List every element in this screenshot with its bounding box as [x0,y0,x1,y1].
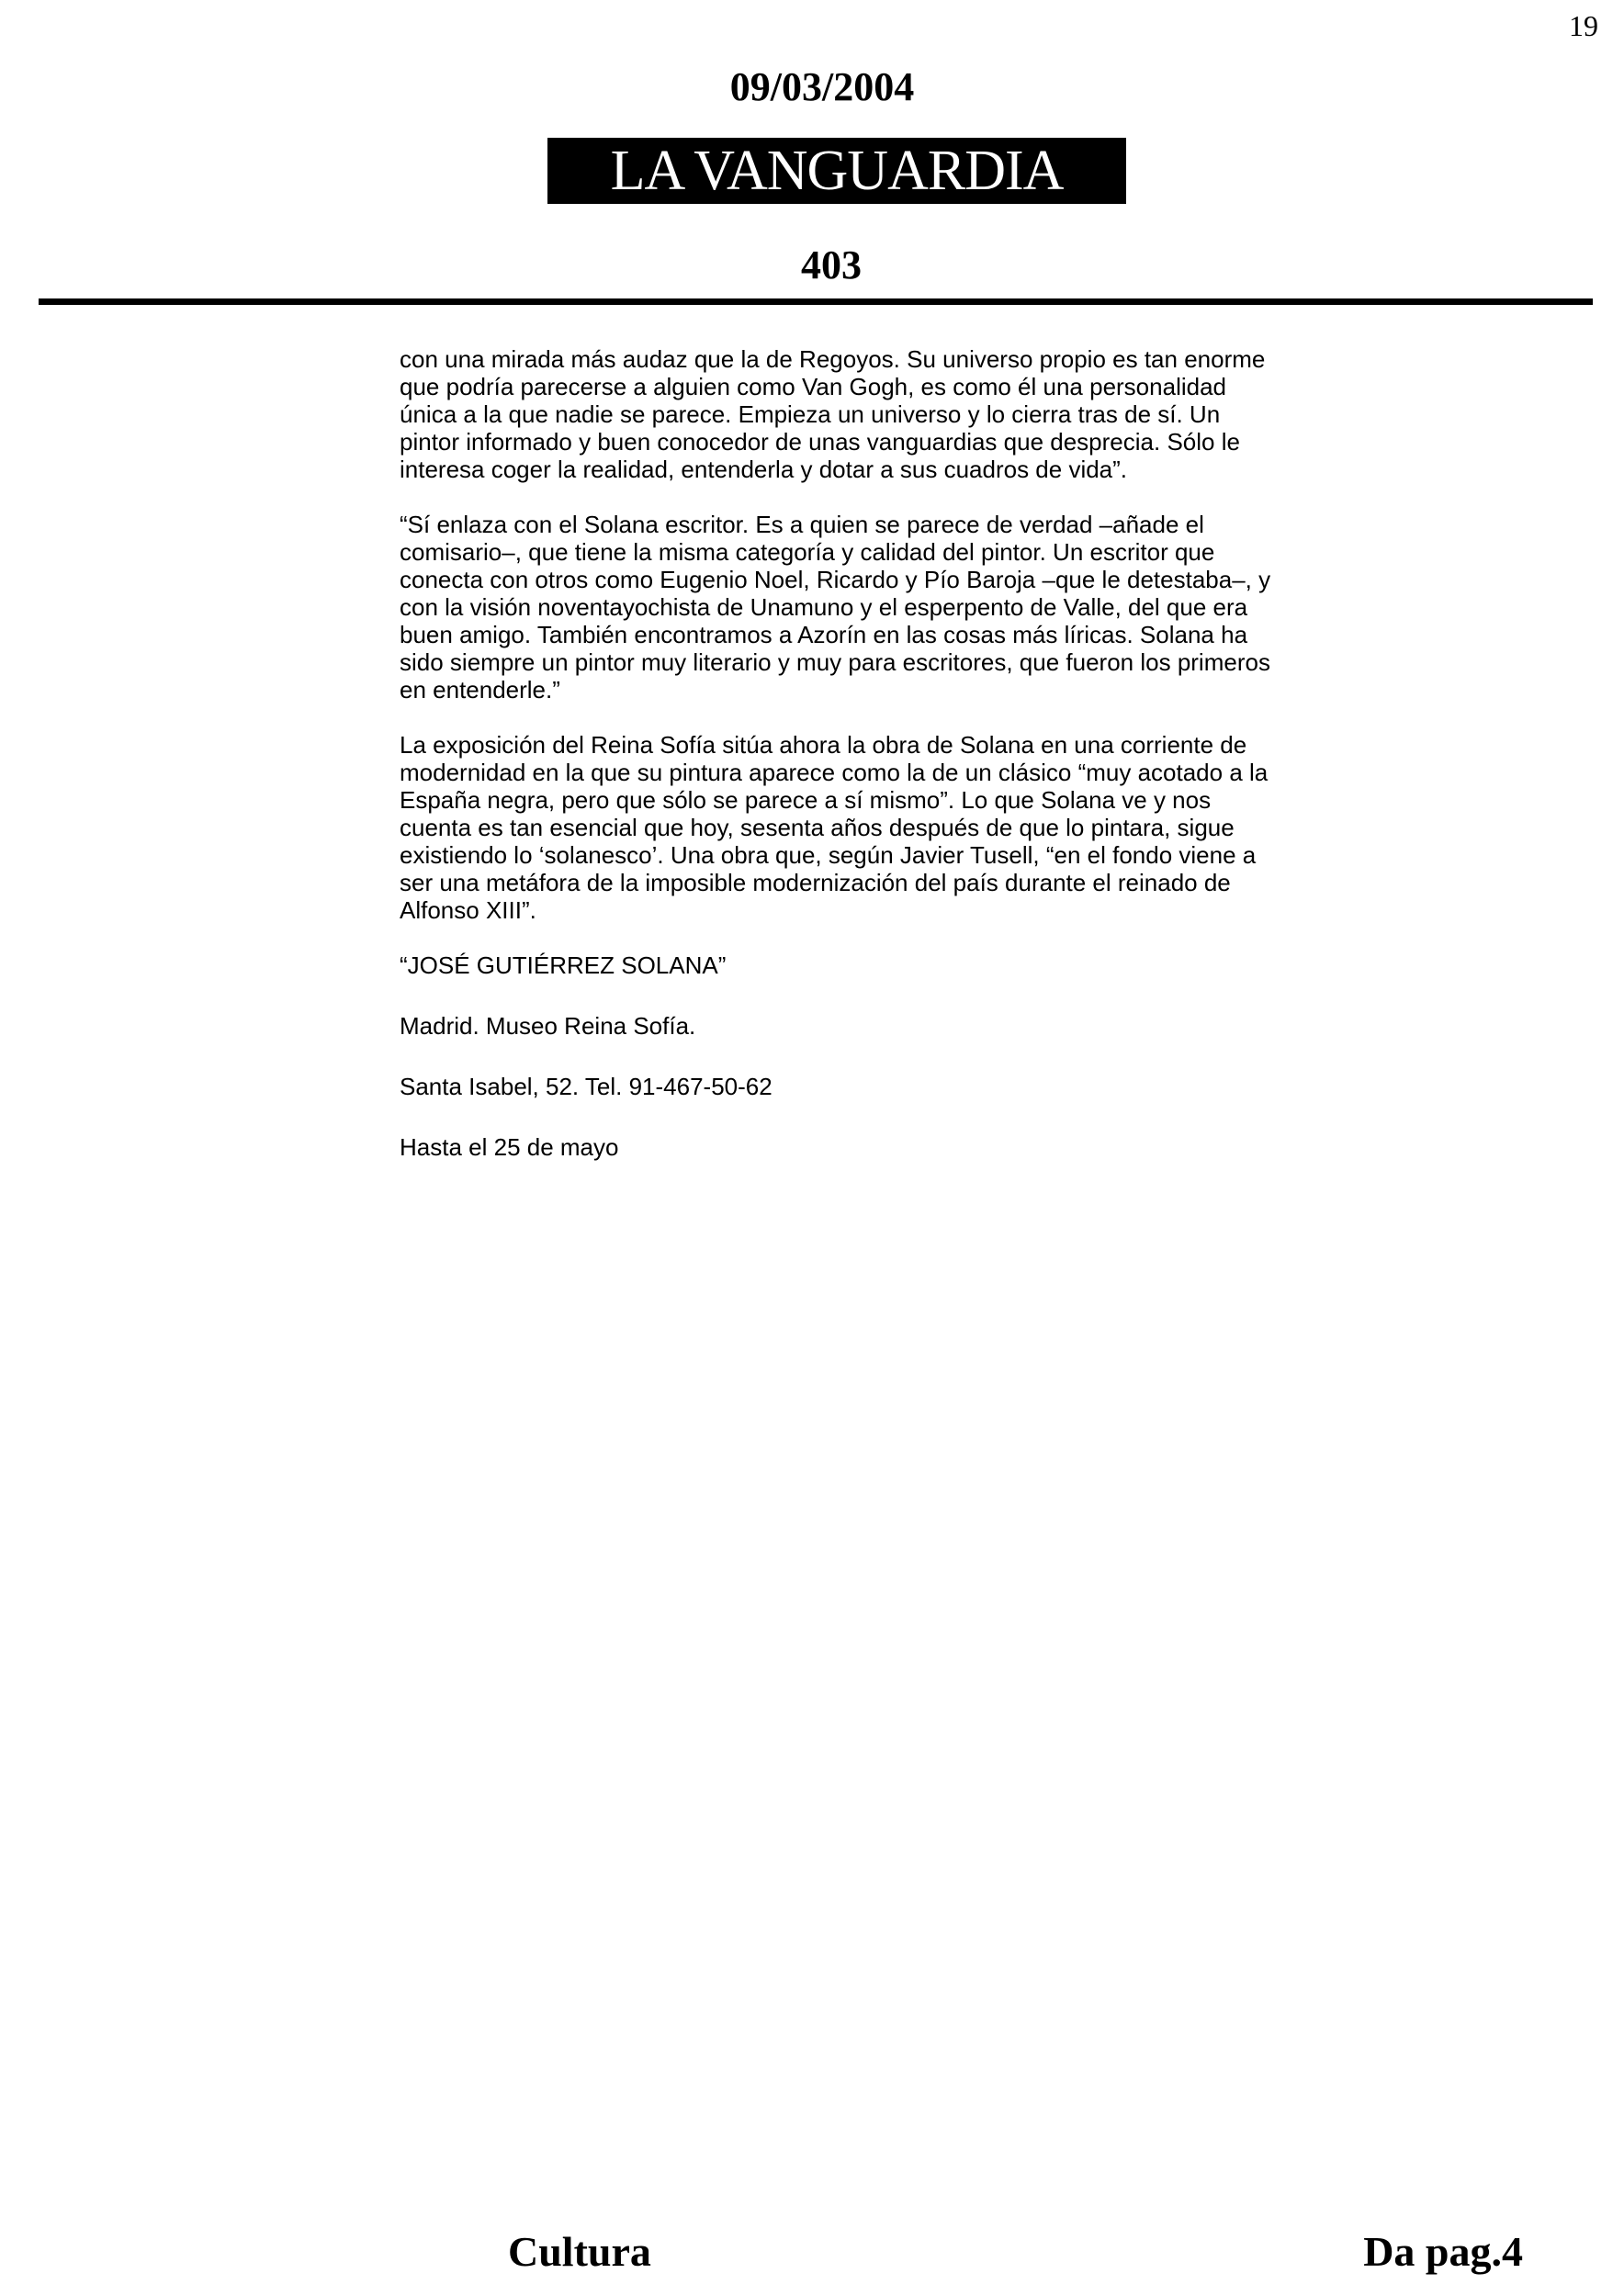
header-divider [39,298,1593,305]
article-paragraph-3: La exposición del Reina Sofía sitúa ahora la obra de Solana en una corriente de modernidad en la que su pintura aparece como la de un clásico “muy acotado a la España negra, pero que sólo se parece a sí mismo”. Lo que Solana ve y nos cuenta es tan esencial que hoy, sesenta años después de que lo pintara, sigue existiendo lo ‘solanesco’. Una obra que, según Javier Tusell, “en el fondo viene a ser una metáfora de la imposible modernización del país durante el reinado de Alfonso XIII”. [400,731,1269,924]
edition-number: 403 [801,242,862,287]
exhibition-venue: Madrid. Museo Reina Sofía. [400,1012,696,1040]
page-number: 19 [1569,9,1598,42]
article-body [400,345,1272,1194]
exhibition-dates: Hasta el 25 de mayo [400,1133,619,1161]
publication-date: 09/03/2004 [729,64,915,109]
newspaper-masthead-logo: LA VANGUARDIA [547,138,1126,204]
article-paragraph-2: “Sí enlaza con el Solana escritor. Es a quien se parece de verdad –añade el comisario–, que tiene la misma categoría y calidad del pintor. Un escritor que conecta con otros como Eugenio Noel, Ricardo y Pío Baroja –que le detestaba–, y con la visión noventayochista de Unamuno y el esperpento de Valle, del que era buen amigo. También encontramos a Azorín en las cosas más líricas. Solana ha sido siempre un pintor muy literario y muy para escritores, que fueron los primeros en entenderle.” [400,511,1271,703]
footer-section-name: Cultura [508,2228,651,2275]
article-paragraph-1: con una mirada más audaz que la de Regoyos. Su universo propio es tan enorme que podría parecerse a alguien como Van Gogh, es como él una personalidad única a la que nadie se parece. Empieza un universo y lo cierra tras de sí. Un pintor informado y buen conocedor de unas vanguardias que desprecia. Sólo le interesa coger la realidad, entenderla y dotar a sus cuadros de vida”. [400,345,1266,483]
exhibition-address: Santa Isabel, 52. Tel. 91-467-50-62 [400,1073,773,1100]
exhibition-title: “JOSÉ GUTIÉRREZ SOLANA” [400,951,727,979]
footer-page-reference: Da pag.4 [1363,2228,1523,2275]
